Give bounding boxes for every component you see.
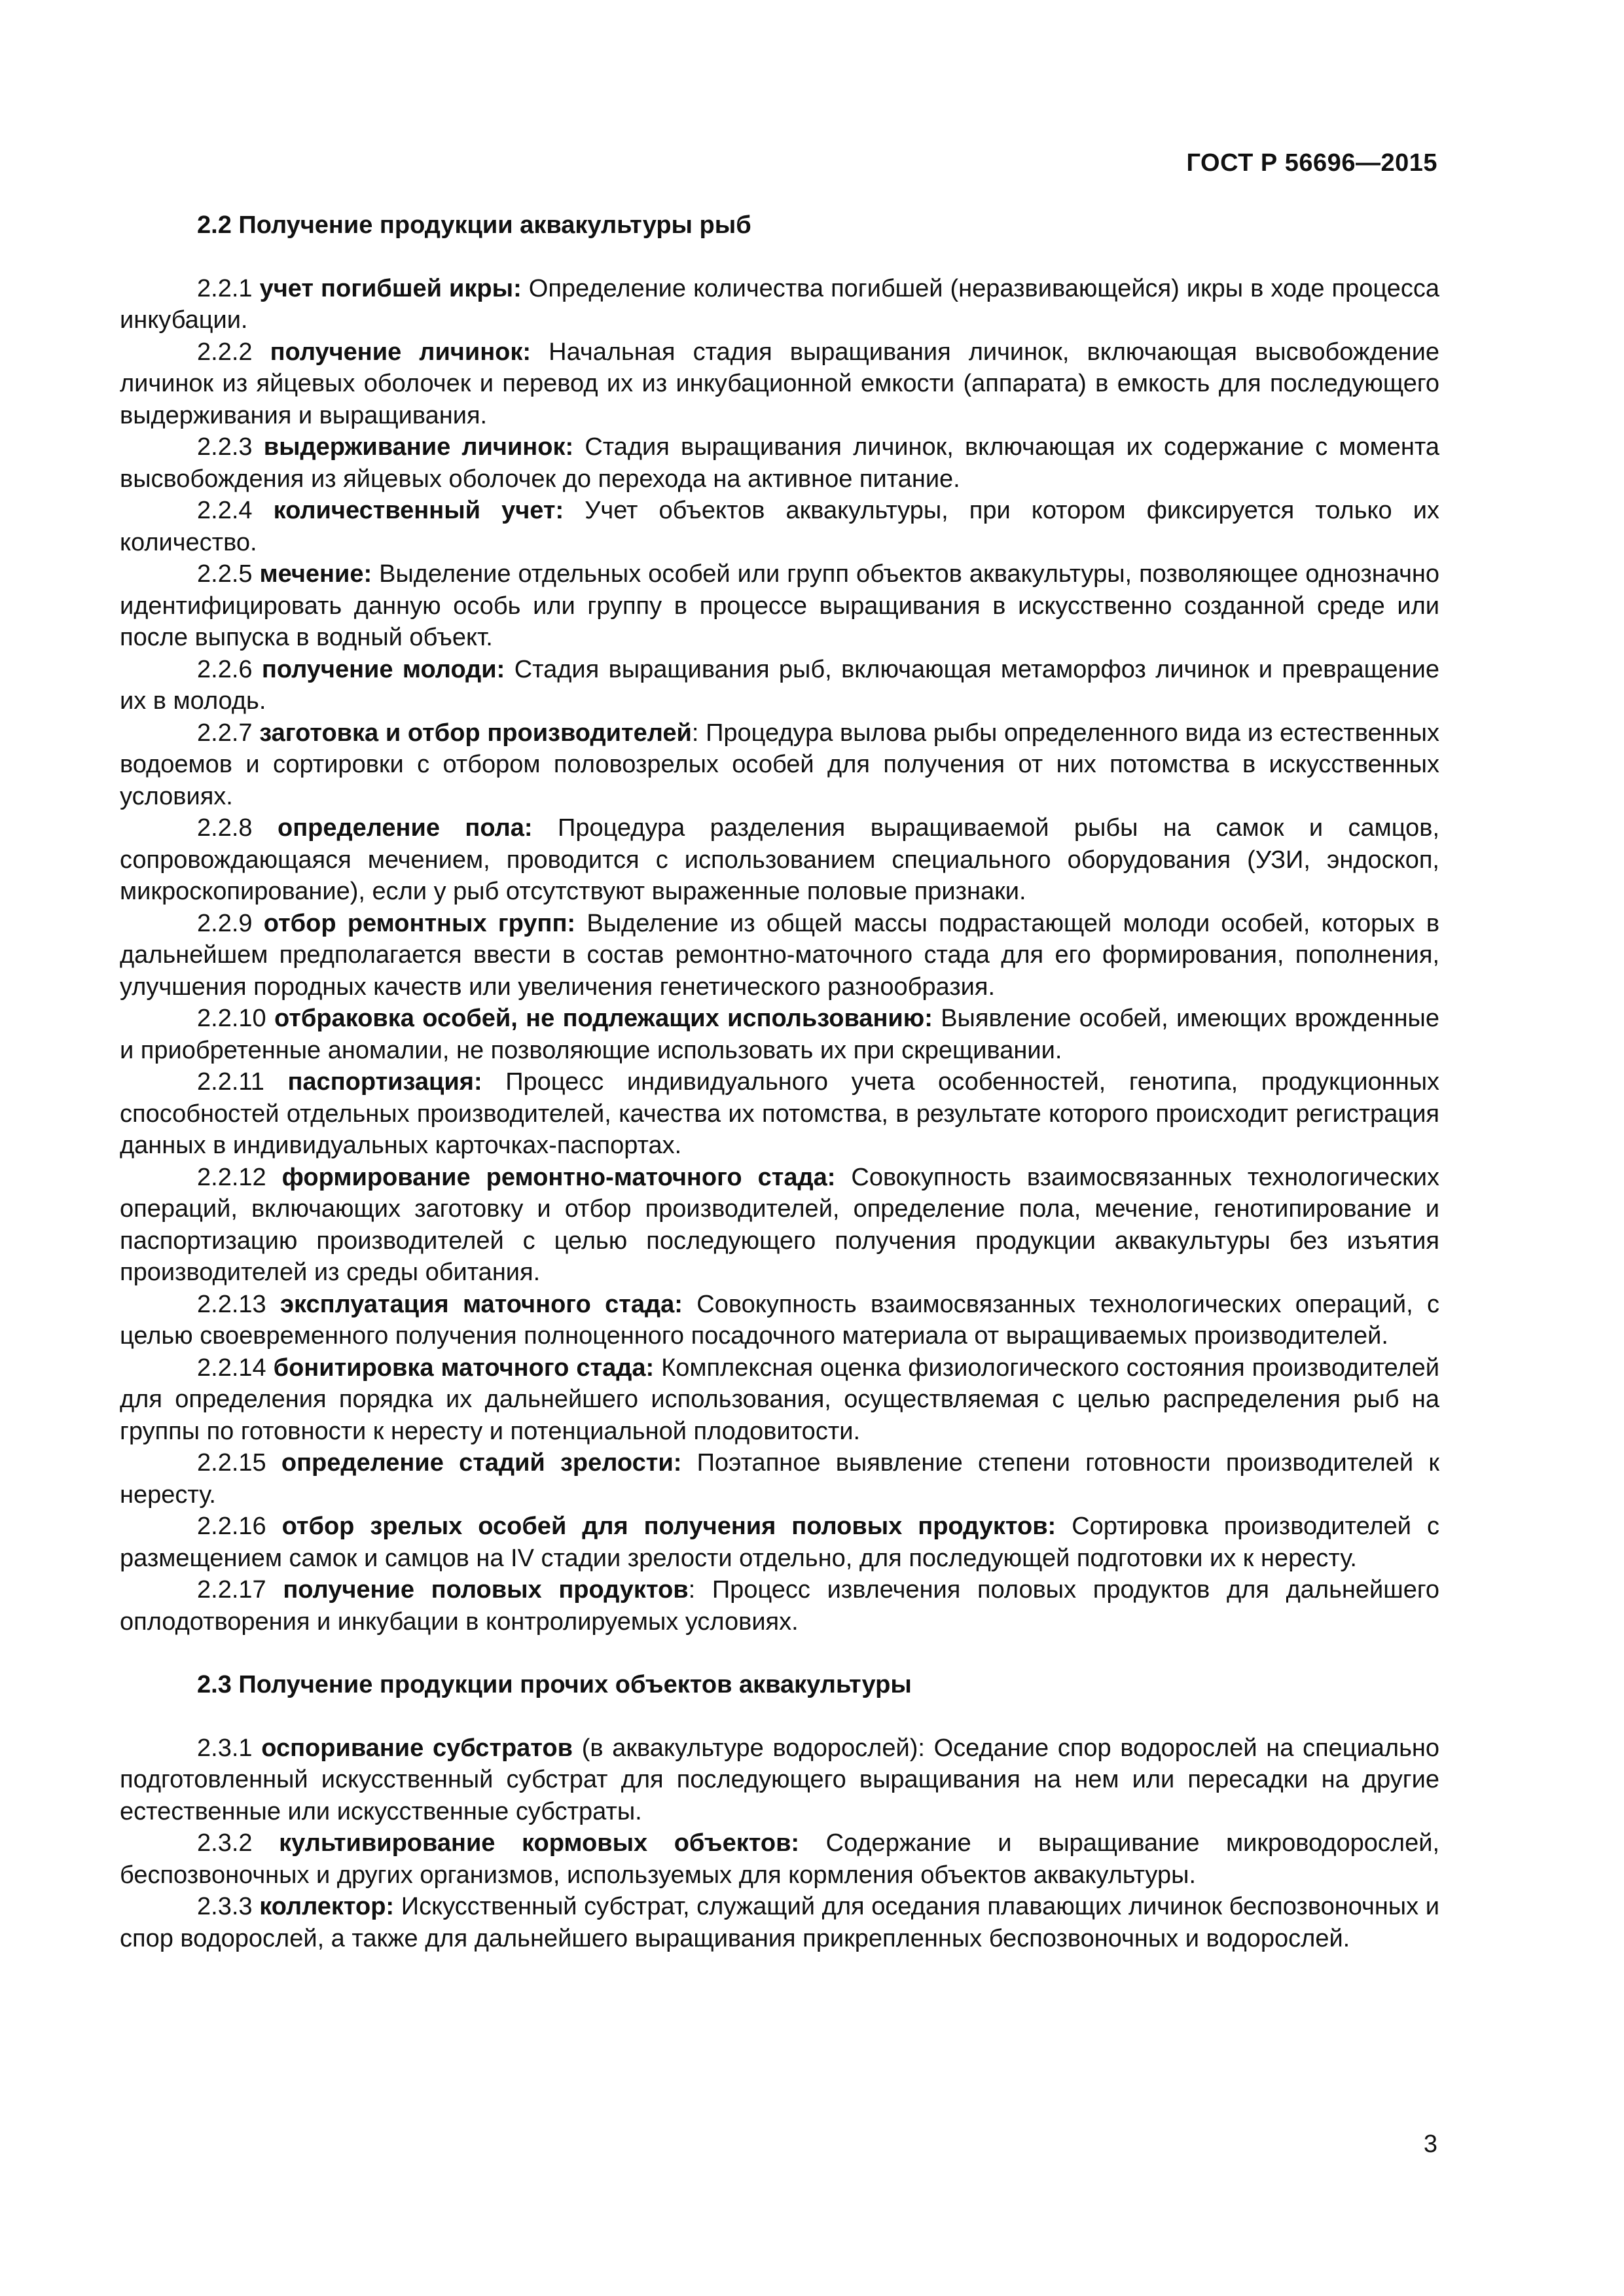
term-number: 2.2.6 xyxy=(197,655,253,683)
term-number: 2.2.11 xyxy=(197,1068,264,1096)
term-entry xyxy=(120,1162,1439,1289)
term-entry xyxy=(120,717,1439,813)
term-name: отбор зрелых особей для получения половых продуктов: xyxy=(281,1513,1056,1540)
term-number: 2.2.12 xyxy=(197,1163,266,1191)
section-title: 2.3 Получение продукции прочих объектов аквакультуры xyxy=(197,1671,912,1698)
page-number: 3 xyxy=(1423,2130,1437,2158)
term-number: 2.2.5 xyxy=(197,560,253,588)
term-name: бонитировка маточного стада: xyxy=(273,1354,655,1382)
term-entry xyxy=(120,495,1439,558)
term-name: количественный учет: xyxy=(273,497,564,524)
term-name: определение пола: xyxy=(277,814,533,842)
term-definition: Искусственный субстрат, служащий для оседания плавающих личинок беспозвоночных и спор водорослей, а также для дальнейшего выращивания прикрепленных беспозвоночных и водорослей. xyxy=(120,1893,1439,1952)
term-definition: Учет объектов аквакультуры, при котором фиксируется только их количество. xyxy=(120,497,1439,556)
term-name: выдерживание личинок: xyxy=(263,433,574,461)
term-entry xyxy=(120,654,1439,717)
term-entry xyxy=(120,273,1439,336)
term-entry xyxy=(120,336,1439,432)
term-name: заготовка и отбор производителей xyxy=(259,719,692,747)
term-entry xyxy=(120,812,1439,908)
term-number: 2.2.15 xyxy=(197,1449,266,1477)
term-number: 2.2.17 xyxy=(197,1576,266,1604)
term-definition: : Процедура вылова рыбы определенного вида из естественных водоемов и сортировки с отбором половозрелых особей для получения от них потомства в искусственных условиях. xyxy=(120,719,1439,810)
term-number: 2.2.2 xyxy=(197,338,253,366)
term-definition: Процесс индивидуального учета особенностей, генотипа, продукционных способностей отдельных производителей, качества их потомства, в результате которого происходит регистрация данных в индивидуальных карточках-паспортах. xyxy=(120,1068,1440,1159)
term-number: 2.2.9 xyxy=(197,909,253,937)
term-name: отбраковка особей, не подлежащих использованию: xyxy=(274,1005,933,1032)
term-definition: (в аквакультуре водорослей): Оседание спор водорослей на специально подготовленный искусственный субстрат для последующего выращивания на нем или пересадки на другие естественные или искусственные субстраты. xyxy=(120,1734,1440,1825)
term-entry xyxy=(120,1352,1439,1448)
term-number: 2.3.2 xyxy=(197,1829,253,1857)
term-number: 2.2.3 xyxy=(197,433,253,461)
term-name: оспоривание субстратов xyxy=(261,1734,573,1762)
term-number: 2.2.13 xyxy=(197,1290,266,1318)
term-number: 2.2.7 xyxy=(197,719,253,747)
term-number: 2.2.4 xyxy=(197,497,253,524)
term-name: культивирование кормовых объектов: xyxy=(279,1829,800,1857)
term-name: мечение: xyxy=(259,560,372,588)
term-number: 2.2.14 xyxy=(197,1354,266,1382)
term-definition: Совокупность взаимосвязанных технологических операций, с целью своевременного получения полноценного посадочного материала от выращиваемых производителей. xyxy=(120,1290,1440,1350)
term-number: 2.3.3 xyxy=(197,1893,253,1920)
term-name: учет погибшей икры: xyxy=(259,274,522,302)
term-name: получение личинок: xyxy=(270,338,532,366)
term-name: получение половых продуктов xyxy=(283,1576,689,1604)
term-definition: Комплексная оценка физиологического состояния производителей для определения порядка их дальнейшего использования, осуществляемая с целью распределения рыб на группы по готовности к нересту и потенциальной плодовитости. xyxy=(120,1354,1440,1445)
term-number: 2.3.1 xyxy=(197,1734,253,1762)
term-entry xyxy=(120,1574,1439,1638)
term-entry xyxy=(120,1732,1439,1828)
term-definition: Начальная стадия выращивания личинок, включающая высвобождение личинок из яйцевых оболочек и перевод их из инкубационной емкости (аппарата) в емкость для последующего выдерживания и выращивания. xyxy=(120,338,1440,429)
standard-designation: ГОСТ Р 56696—2015 xyxy=(1186,149,1437,177)
term-name: отбор ремонтных групп: xyxy=(263,909,576,937)
term-definition: Стадия выращивания личинок, включающая их содержание с момента высвобождения из яйцевых оболочек до перехода на активное питание. xyxy=(120,433,1440,493)
term-number: 2.2.8 xyxy=(197,814,253,842)
term-number: 2.2.16 xyxy=(197,1513,266,1540)
term-number: 2.2.10 xyxy=(197,1005,266,1032)
term-entry xyxy=(120,908,1439,1003)
term-entry xyxy=(120,1289,1439,1352)
term-definition: Содержание и выращивание микроводорослей, беспозвоночных и других организмов, используемых для кормления объектов аквакультуры. xyxy=(120,1829,1440,1889)
term-definition: Сортировка производителей с размещением самок и самцов на IV стадии зрелости отдельно, для последующей подготовки их к нересту. xyxy=(120,1513,1439,1572)
term-entry xyxy=(120,1447,1439,1511)
term-definition: Определение количества погибшей (неразвивающейся) икры в ходе процесса инкубации. xyxy=(120,274,1439,334)
document-body xyxy=(120,209,1439,1954)
term-entry xyxy=(120,558,1439,654)
term-name: получение молоди: xyxy=(261,655,505,683)
term-name: коллектор: xyxy=(259,1893,395,1920)
term-definition: Выявление особей, имеющих врожденные и приобретенные аномалии, не позволяющие использовать их при скрещивании. xyxy=(120,1005,1440,1064)
term-name: эксплуатация маточного стада: xyxy=(280,1290,683,1318)
term-definition: Поэтапное выявление степени готовности производителей к нересту. xyxy=(120,1449,1439,1509)
term-number: 2.2.1 xyxy=(197,274,253,302)
term-name: определение стадий зрелости: xyxy=(281,1449,682,1477)
section-title: 2.2 Получение продукции аквакультуры рыб xyxy=(197,211,751,239)
term-definition: Процедура разделения выращиваемой рыбы на самок и самцов, сопровождающаяся мечением, проводится с использованием специального оборудования (УЗИ, эндоскоп, микроскопирование), если у рыб отсутствуют выраженные половые признаки. xyxy=(120,814,1440,905)
term-definition: Стадия выращивания рыб, включающая метаморфоз личинок и превращение их в молодь. xyxy=(120,655,1439,715)
term-definition: Совокупность взаимосвязанных технологических операций, включающих заготовку и отбор производителей, определение пола, мечение, генотипирование и паспортизацию производителей с целью последующего получения продукции аквакультуры без изъятия производителей из среды обитания. xyxy=(120,1163,1439,1286)
term-definition: Выделение отдельных особей или групп объектов аквакультуры, позволяющее однозначно идентифицировать данную особь или группу в процессе выращивания в искусственно созданной среде или после выпуска в водный объект. xyxy=(120,560,1439,651)
term-name: формирование ремонтно-маточного стада: xyxy=(281,1163,836,1191)
term-entry xyxy=(120,1066,1439,1162)
term-definition: : Процесс извлечения половых продуктов для дальнейшего оплодотворения и инкубации в контролируемых условиях. xyxy=(120,1576,1440,1636)
term-entry xyxy=(120,1891,1439,1954)
term-definition: Выделение из общей массы подрастающей молоди особей, которых в дальнейшем предполагается ввести в состав ремонтно-маточного стада для его формирования, пополнения, улучшения породных качеств или увеличения генетического разнообразия. xyxy=(120,909,1440,1001)
term-entry xyxy=(120,1827,1439,1891)
term-name: паспортизация: xyxy=(287,1068,482,1096)
term-entry xyxy=(120,1003,1439,1066)
term-entry xyxy=(120,431,1439,495)
term-entry xyxy=(120,1511,1439,1574)
